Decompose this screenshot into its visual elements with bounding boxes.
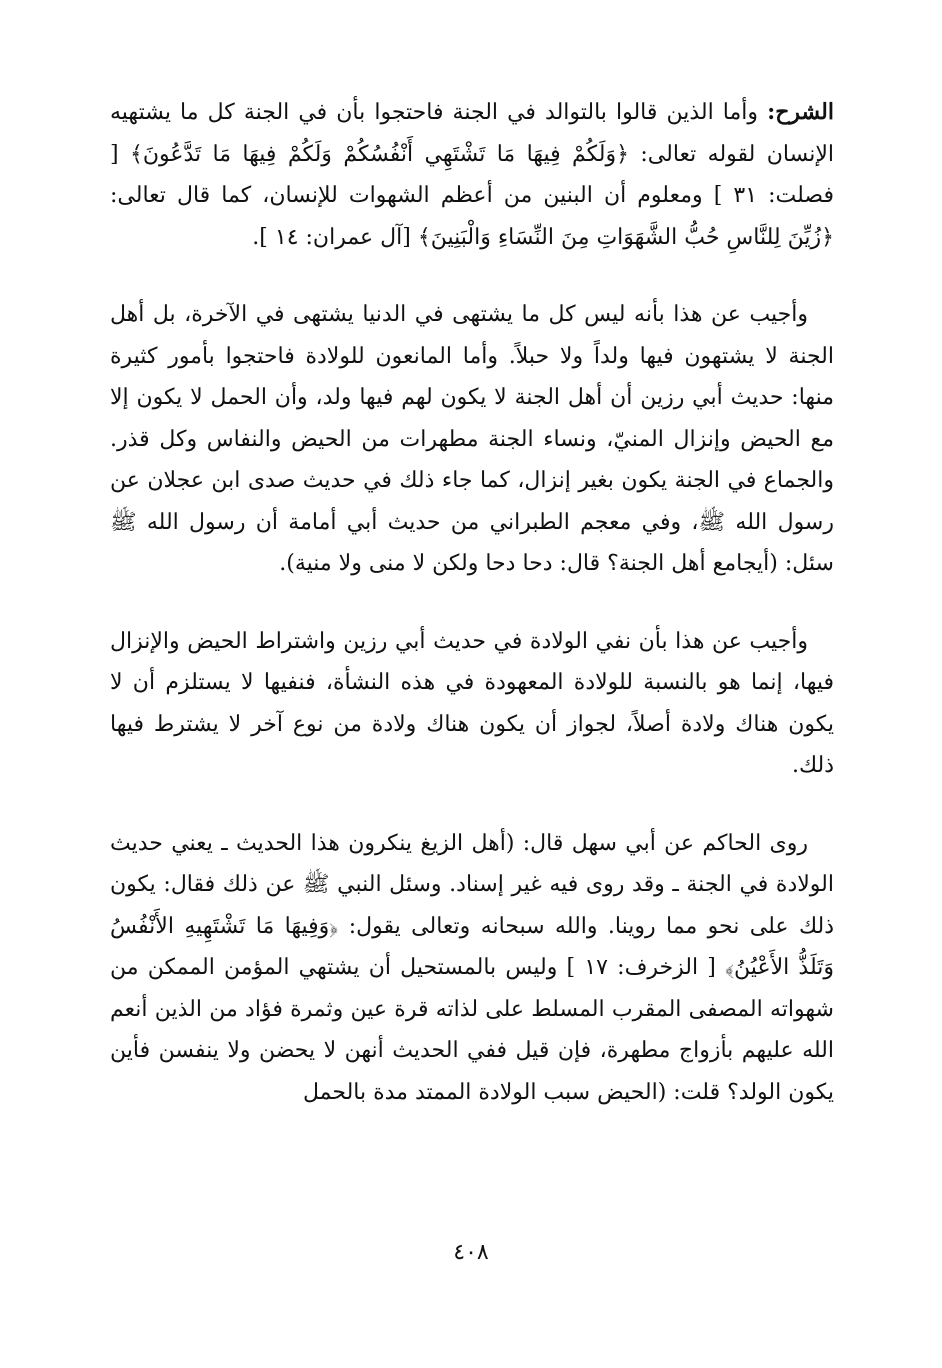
paragraph-response-2 <box>110 621 834 787</box>
paragraph-commentary <box>110 92 834 258</box>
commentary-lead: الشرح: <box>767 99 834 125</box>
paragraph-text: روى الحاكم عن أبي سهل قال: (أهل الزيغ ينكرون هذا الحديث ـ يعني حديث الولادة في الجنة ـ وقد روى فيه غير إسناد. وسئل النبي ﷺ عن ذلك فقال: يكون ذلك على نحو مما روينا. والله سبحانه وتعالى يقول: ﴿وَفِيهَا مَا تَشْتَهِيهِ الأَنْفُسُ وَتَلَذُّ الأَعْيُنُ﴾ [ الزخرف: ١٧ ] وليس بالمستحيل أن يشتهي المؤمن الممكن من شهواته المصفى المقرب المسلط على لذاته قرة عين وثمرة فؤاد من الذين أنعم الله عليهم بأزواج مطهرة، فإن قيل ففي الحديث أنهن لا يحضن ولا ينفسن فأين يكون الولد؟ قلت: (الحيض سبب الولادة الممتد مدة بالحمل <box>110 830 834 1105</box>
paragraph-text: وأما الذين قالوا بالتوالد في الجنة فاحتجوا بأن في الجنة كل ما يشتهيه الإنسان لقوله تعالى: ﴿وَلَكُمْ فِيهَا مَا تَشْتَهِي أَنْفُسُكُمْ وَلَكُمْ فِيهَا مَا تَدَّعُونَ﴾ [ فصلت: ٣١ ] ومعلوم أن البنين من أعظم الشهوات للإنسان، كما قال تعالى: ﴿زُيِّنَ لِلنَّاسِ حُبُّ الشَّهَوَاتِ مِنَ النِّسَاءِ وَالْبَنِينَ﴾ [آل عمران: ١٤ ]. <box>110 100 834 250</box>
paragraph-hakim-narration <box>110 823 834 1114</box>
page-number: ٤٠٨ <box>453 1240 489 1265</box>
paragraph-text: وأجيب عن هذا بأنه ليس كل ما يشتهى في الدنيا يشتهى في الآخرة، بل أهل الجنة لا يشتهون فيها ولداً ولا حبلاً. وأما المانعون للولادة فاحتجوا بأمور كثيرة منها: حديث أبي رزين أن أهل الجنة لا يكون لهم فيها ولد، وأن الحمل لا يكون إلا مع الحيض وإنزال المنيّ، ونساء الجنة مطهرات من الحيض والنفاس وكل قذر. والجماع في الجنة يكون بغير إنزال، كما جاء ذلك في حديث صدى ابن عجلان عن رسول الله ﷺ، وفي معجم الطبراني من حديث أبي أمامة أن رسول الله ﷺ سئل: (أيجامع أهل الجنة؟ قال: دحا دحا ولكن لا منى ولا منية). <box>110 302 834 576</box>
page-body <box>110 92 834 1113</box>
paragraph-text: وأجيب عن هذا بأن نفي الولادة في حديث أبي رزين واشتراط الحيض والإنزال فيها، إنما هو بالنسبة للولادة المعهودة في هذه النشأة، فنفيها لا يستلزم أن لا يكون هناك ولادة أصلاً، لجواز أن يكون هناك ولادة من نوع آخر لا يشترط فيها ذلك. <box>110 628 834 778</box>
paragraph-response-1 <box>110 294 834 585</box>
